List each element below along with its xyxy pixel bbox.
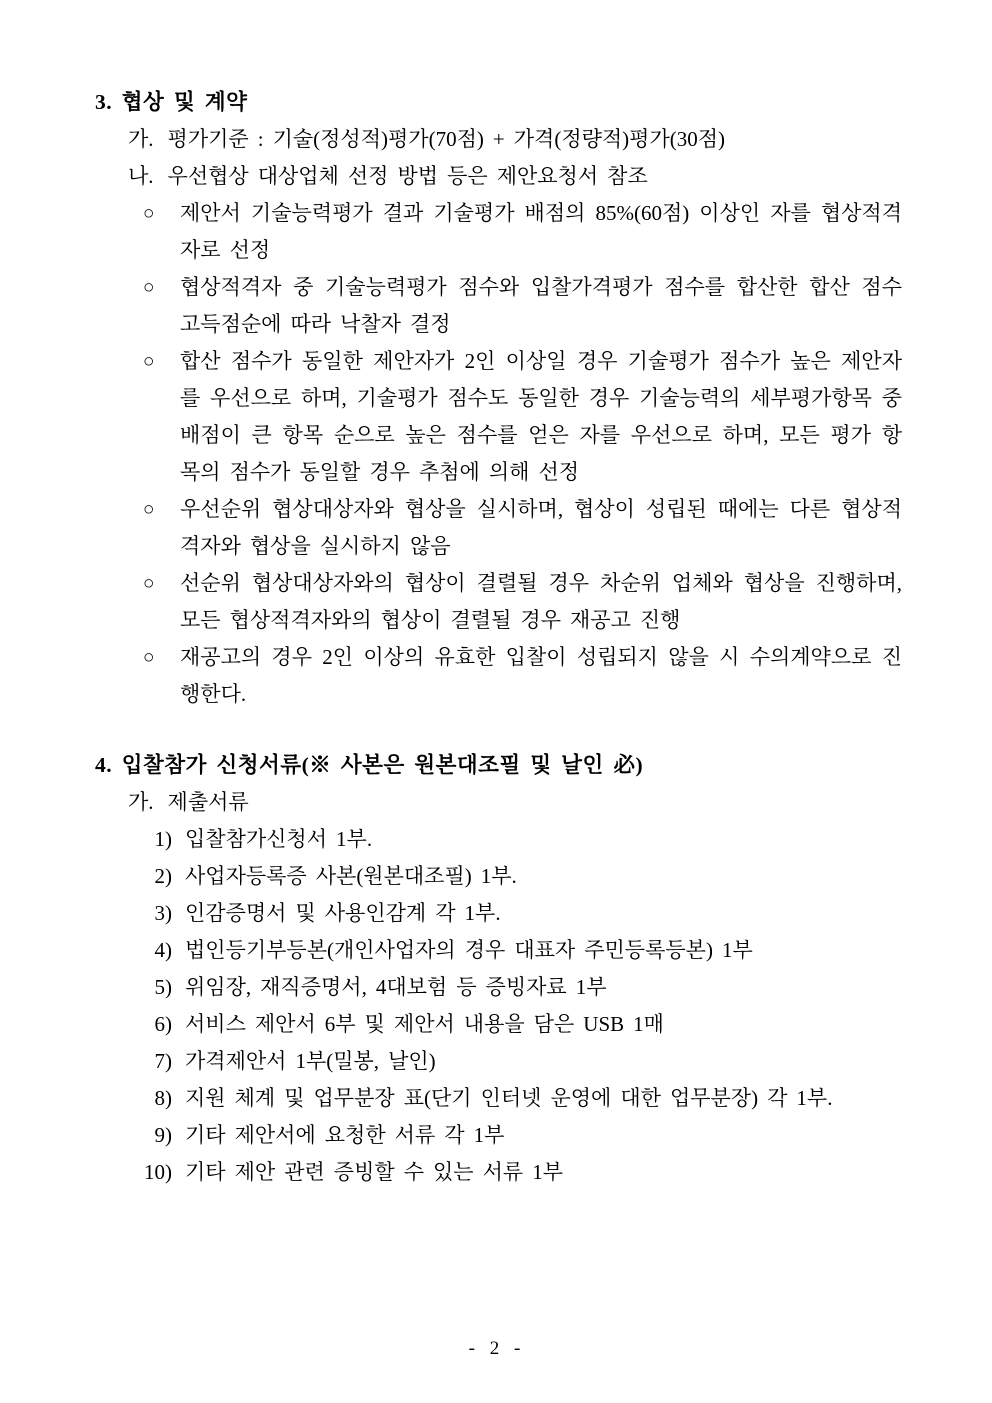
- numbered-item: [143, 821, 902, 858]
- item-text: 기타 제안 관련 증빙할 수 있는 서류 1부: [185, 1160, 563, 1184]
- circle-bullet-icon: ○: [143, 351, 155, 372]
- bullet-text: 우선순위 협상대상자와 협상을 실시하며, 협상이 성립된 때에는 다른 협상적격자와 협상을 실시하지 않음: [180, 497, 902, 558]
- item-text: 사업자등록증 사본(원본대조필) 1부.: [185, 864, 517, 888]
- sub-item-label: 가.: [128, 127, 154, 151]
- bullet-text: 재공고의 경우 2인 이상의 유효한 입찰이 성립되지 않을 시 수의계약으로 진행한다.: [180, 645, 902, 706]
- sub-item-label: 나.: [128, 164, 154, 188]
- circle-bullet-icon: ○: [143, 573, 155, 594]
- circle-bullet-icon: ○: [143, 203, 155, 224]
- bullet-item: [143, 491, 902, 565]
- item-text: 지원 체계 및 업무분장 표(단기 인터넷 운영에 대한 업무분장) 각 1부.: [185, 1086, 833, 1110]
- item-number: 9): [154, 1123, 172, 1147]
- item-text: 입찰참가신청서 1부.: [185, 827, 373, 851]
- section-negotiation-contract: [95, 84, 902, 713]
- sub-item-submission-documents: [128, 784, 902, 821]
- item-number: 2): [154, 864, 172, 888]
- item-text: 기타 제안서에 요청한 서류 각 1부: [185, 1123, 505, 1147]
- item-number: 5): [154, 975, 172, 999]
- numbered-item: [143, 1080, 902, 1117]
- item-text: 위임장, 재직증명서, 4대보험 등 증빙자료 1부: [185, 975, 607, 999]
- numbered-item: [143, 932, 902, 969]
- page-number: - 2 -: [468, 1338, 524, 1359]
- sub-item-selection-method: [128, 158, 902, 195]
- item-number: 6): [154, 1012, 172, 1036]
- circle-bullet-icon: ○: [143, 647, 155, 668]
- bullet-text: 선순위 협상대상자와의 협상이 결렬될 경우 차순위 업체와 협상을 진행하며, 모든 협상적격자와의 협상이 결렬될 경우 재공고 진행: [180, 571, 902, 632]
- section-heading: 3. 협상 및 계약: [95, 90, 248, 114]
- numbered-item: [143, 1006, 902, 1043]
- bullet-text: 합산 점수가 동일한 제안자가 2인 이상일 경우 기술평가 점수가 높은 제안자를 우선으로 하며, 기술평가 점수도 동일한 경우 기술능력의 세부평가항목 중 배점이 큰 항목 순으로 높은 점수를 얻은 자를 우선으로 하며, 모든 평가 항목의 점수가 동일할 경우 추첨에 의해 선정: [180, 349, 902, 484]
- bullet-item: [143, 195, 902, 269]
- circle-bullet-icon: ○: [143, 277, 155, 298]
- sub-item-label: 가.: [128, 790, 154, 814]
- numbered-item: [143, 969, 902, 1006]
- circle-bullet-icon: ○: [143, 499, 155, 520]
- item-number: 4): [154, 938, 172, 962]
- item-text: 서비스 제안서 6부 및 제안서 내용을 담은 USB 1매: [185, 1012, 664, 1036]
- bullet-item: [143, 343, 902, 491]
- sub-item-text: 우선협상 대상업체 선정 방법 등은 제안요청서 참조: [167, 164, 648, 188]
- bullet-text: 제안서 기술능력평가 결과 기술평가 배점의 85%(60점) 이상인 자를 협상적격자로 선정: [180, 201, 902, 262]
- sub-item-text: 평가기준 : 기술(정성적)평가(70점) + 가격(정량적)평가(30점): [167, 127, 726, 151]
- bullet-text: 협상적격자 중 기술능력평가 점수와 입찰가격평가 점수를 합산한 합산 점수 고득점순에 따라 낙찰자 결정: [180, 275, 902, 336]
- item-number: 3): [154, 901, 172, 925]
- page-footer: [0, 1330, 992, 1367]
- item-number: 8): [154, 1086, 172, 1110]
- numbered-item: [143, 858, 902, 895]
- bullet-item: [143, 639, 902, 713]
- sub-item-text: 제출서류: [167, 790, 249, 814]
- bullet-item: [143, 565, 902, 639]
- numbered-item: [143, 1043, 902, 1080]
- item-text: 인감증명서 및 사용인감계 각 1부.: [185, 901, 501, 925]
- item-number: 10): [144, 1160, 172, 1184]
- numbered-item: [143, 1117, 902, 1154]
- numbered-item: [143, 895, 902, 932]
- item-text: 가격제안서 1부(밀봉, 날인): [185, 1049, 436, 1073]
- item-text: 법인등기부등본(개인사업자의 경우 대표자 주민등록등본) 1부: [185, 938, 753, 962]
- item-number: 1): [154, 827, 172, 851]
- numbered-item: [143, 1154, 902, 1191]
- section-heading: 4. 입찰참가 신청서류(※ 사본은 원본대조필 및 날인 必): [95, 753, 644, 777]
- bullet-item: [143, 269, 902, 343]
- item-number: 7): [154, 1049, 172, 1073]
- section-application-documents: [95, 747, 902, 1191]
- sub-item-evaluation-criteria: [128, 121, 902, 158]
